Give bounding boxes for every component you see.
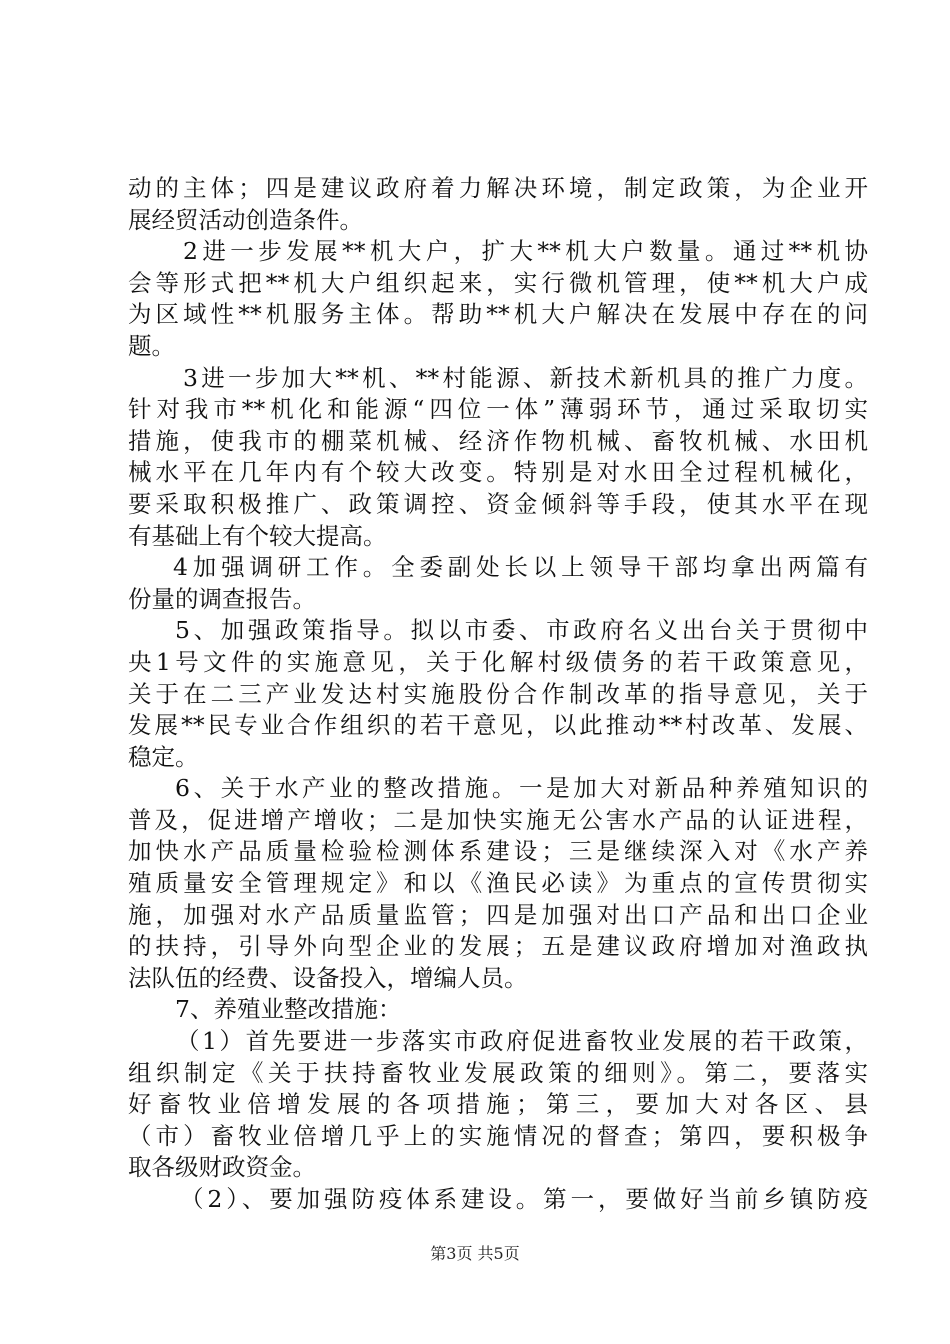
text-line: 械水平在几年内有个较大改变。特别是对水田全过程机械化， (128, 458, 868, 487)
text-line: （1）首先要进一步落实市政府促进畜牧业发展的若干政策， (176, 1027, 868, 1056)
text-line: 取各级财政资金。 (128, 1153, 316, 1182)
document-body (128, 173, 868, 1216)
text-line: 组织制定《关于扶持畜牧业发展政策的细则》。第二，要落实 (128, 1058, 868, 1087)
text-line: 针对我市**机化和能源“四位一体”薄弱环节，通过采取切实 (128, 395, 868, 424)
text-line: 展经贸活动创造条件。 (128, 205, 363, 234)
text-line: 题。 (128, 331, 175, 360)
text-line: 3进一步加大**机、**村能源、新技术新机具的推广力度。 (183, 363, 868, 392)
text-line: 法队伍的经费、设备投入，增编人员。 (128, 963, 528, 992)
text-line: 关于在二三产业发达村实施股份合作制改革的指导意见，关于 (128, 679, 868, 708)
text-line: 央1号文件的实施意见，关于化解村级债务的若干政策意见， (128, 647, 868, 676)
page-footer: 第3页 共5页 (430, 1244, 520, 1263)
text-line: 5、加强政策指导。拟以市委、市政府名义出台关于贯彻中 (175, 616, 868, 645)
text-line: 加快水产品质量检验检测体系建设；三是继续深入对《水产养 (128, 837, 868, 866)
text-line: 6、关于水产业的整改措施。一是加大对新品种养殖知识的 (175, 774, 868, 803)
text-line: 稳定。 (128, 742, 199, 771)
text-line: （市）畜牧业倍增几乎上的实施情况的督查；第四，要积极争 (128, 1121, 868, 1150)
text-line: 殖质量安全管理规定》和以《渔民必读》为重点的宣传贯彻实 (128, 869, 868, 898)
text-line: 动的主体；四是建议政府着力解决环境，制定政策，为企业开 (128, 174, 868, 202)
text-line: 为区域性**机服务主体。帮助**机大户解决在发展中存在的问 (128, 300, 868, 329)
text-line: 4加强调研工作。全委副处长以上领导干部均拿出两篇有 (173, 553, 868, 582)
text-line: 份量的调查报告。 (128, 584, 316, 613)
text-line: 2进一步发展**机大户，扩大**机大户数量。通过**机协 (183, 237, 868, 266)
text-line: 措施，使我市的棚菜机械、经济作物机械、畜牧机械、水田机 (128, 426, 868, 455)
text-line: 的扶持，引导外向型企业的发展；五是建议政府增加对渔政执 (128, 932, 868, 961)
text-line: （2）、要加强防疫体系建设。第一，要做好当前乡镇防疫 (180, 1185, 868, 1213)
text-line: 7、养殖业整改措施： (175, 995, 402, 1024)
text-line: 要采取积极推广、政策调控、资金倾斜等手段，使其水平在现 (128, 489, 868, 518)
text-line: 会等形式把**机大户组织起来，实行微机管理，使**机大户成 (128, 268, 868, 297)
text-line: 有基础上有个较大提高。 (128, 521, 387, 550)
text-line: 好畜牧业倍增发展的各项措施；第三，要加大对各区、县 (128, 1090, 868, 1119)
text-line: 普及，促进增产增收；二是加快实施无公害水产品的认证进程， (128, 805, 868, 834)
text-line: 发展**民专业合作组织的若干意见，以此推动**村改革、发展、 (128, 711, 868, 740)
text-line: 施，加强对水产品质量监管；四是加强对出口产品和出口企业 (128, 900, 868, 929)
